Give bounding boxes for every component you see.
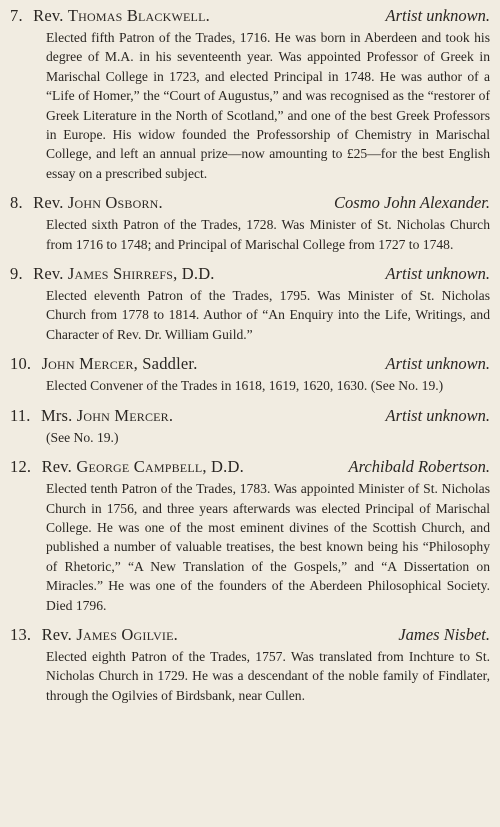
entry-artist: James Nisbet. [398,624,490,644]
entry-heading [10,625,490,645]
entry-text: Elected tenth Patron of the Trades, 1783. Was appointed Minister of St. Nicholas Church in 1756, and three years afterwards was elected Principal of Marischal College. He was one of the most eminent divines of the Scottish Church, and published a number of valuable treatises, the best known being his “Philosophy of Rhetoric,” “A New Translation of the Gospels,” and “A Dissertation on Miracles.” He was one of the founders of the Aberdeen Philosophical Society. Died 1796. [46,481,490,613]
entry-description [46,376,490,395]
entry-heading [10,406,490,426]
entry-description [46,647,490,705]
entry-title: Mrs. [40,405,73,425]
entry-description [46,215,490,254]
entry-7 [10,6,490,183]
entry-heading [10,457,490,477]
entry-text: Elected Convener of the Trades in 1618, 1619, 1620, 1630. (See No. 19.) [46,378,444,394]
entry-artist: Artist unknown. [385,354,490,374]
entry-name: Thomas Blackwell. [67,6,210,25]
entry-number: 9. [10,264,23,284]
entry-heading [10,354,490,374]
entry-suffix: D.D. [177,264,215,284]
entry-suffix: D.D. [206,457,244,477]
entry-description [46,428,490,447]
entry-text: Elected eighth Patron of the Trades, 1757. Was translated from Inchture to St. Nicholas Church in 1729. He was a descendant of the noble family of Findlater, through the Ogilvies of Birdsbank, near Cullen. [46,648,490,703]
entry-12 [10,457,490,615]
entry-artist: Artist unknown. [385,405,490,425]
entry-title: Rev. [33,264,64,284]
entry-artist: Artist unknown. [385,264,490,284]
entry-number: 10. [10,354,32,374]
entry-heading [10,193,490,213]
entry-number: 8. [10,193,23,213]
entry-heading [10,264,490,284]
entry-heading [10,6,490,26]
entry-13 [10,625,490,705]
entry-10 [10,354,490,395]
entry-number: 11. [10,405,31,425]
entry-number: 7. [10,6,23,25]
entry-suffix: Saddler. [137,354,198,374]
entry-name: John Osborn. [67,193,163,213]
entry-text: Elected fifth Patron of the Trades, 1716. He was born in Aberdeen and took his degree of M.A. in his seventeenth year. Was appointed Professor of Greek in Marischal College in 1723, and elected Principal in 1748. He was author of a “Life of Homer,” the “Court of Augustus,” and was recognised as the “restorer of Greek Literature in the North of Scotland,” and one of the best Greek Professors in Europe. His widow founded the Professorship of Chemistry in Marischal College, and left an annual prize—now amounting to £25—for the best English essay on a prescribed subject. [46,30,490,181]
entry-number: 13. [10,624,32,644]
entry-description [46,28,490,183]
entry-name: James Ogilvie. [76,624,178,644]
entry-name: John Mercer. [76,405,174,425]
entry-title: Rev. [33,6,64,25]
entry-artist: Artist unknown. [385,6,490,25]
entry-artist: Archibald Robertson. [348,457,490,477]
entry-11 [10,406,490,447]
entry-number: 12. [10,457,32,477]
entry-title: Rev. [41,457,72,477]
entry-name: James Shirrefs, [67,264,178,284]
entry-9 [10,264,490,344]
entry-name: John Mercer, [41,354,138,374]
entry-name: George Campbell, [76,457,207,477]
entry-description [46,479,490,615]
entry-text: Elected sixth Patron of the Trades, 1728. Was Minister of St. Nicholas Church from 1716 to 1748; and Principal of Marischal College from 1727 to 1748. [46,217,490,252]
entry-title: Rev. [33,193,64,213]
entry-8 [10,193,490,254]
entry-text: Elected eleventh Patron of the Trades, 1795. Was Minister of St. Nicholas Church from 1778 to 1814. Author of “An Enquiry into the Life, Writings, and Character of Rev. Dr. William Guild.” [46,288,490,342]
entry-description [46,286,490,344]
entry-artist: Cosmo John Alexander. [334,193,490,213]
entry-text: (See No. 19.) [46,429,119,445]
entry-title: Rev. [41,624,72,644]
